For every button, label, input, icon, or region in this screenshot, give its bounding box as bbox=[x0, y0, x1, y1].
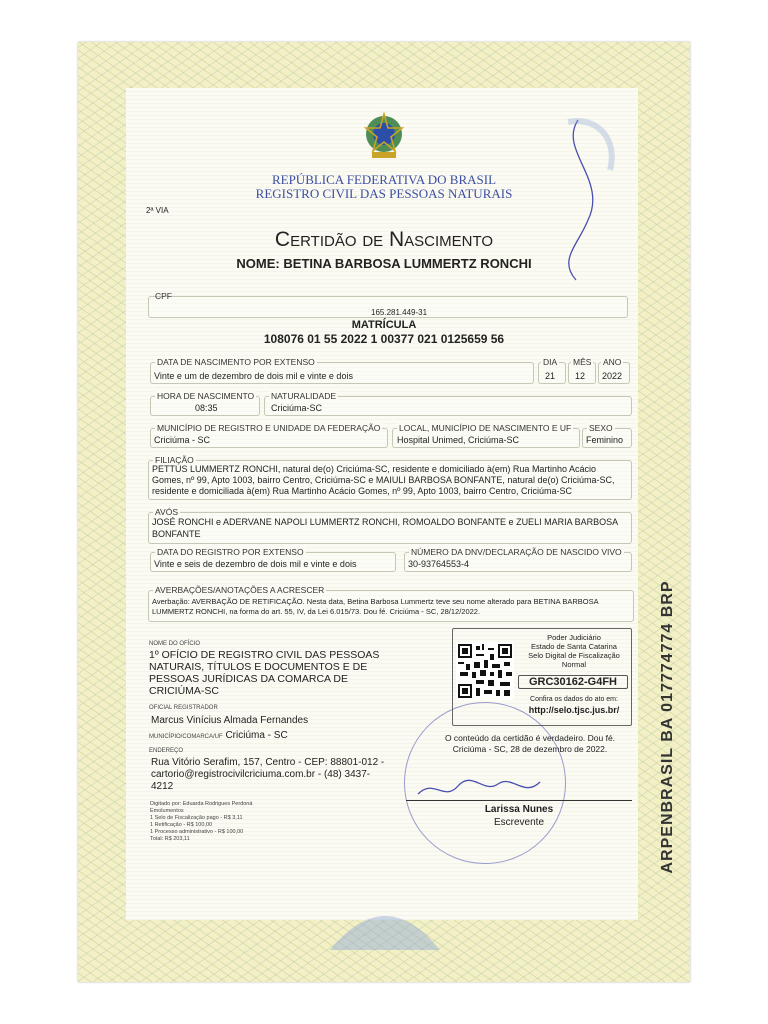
month-value: 12 bbox=[575, 371, 586, 381]
fees-block bbox=[150, 801, 252, 843]
registry-municipality-value: Criciúma - SC bbox=[154, 435, 211, 445]
matricula-value: 108076 01 55 2022 1 00377 021 0125659 56 bbox=[263, 332, 505, 346]
serial-number: ARPENBRASIL BA 017774774 BRP bbox=[659, 580, 676, 874]
year-box bbox=[598, 357, 630, 384]
fees-line-5: 1 Processo administrativo - R$ 100,00 bbox=[150, 829, 244, 835]
office-name bbox=[149, 649, 399, 697]
annotations-label: AVERBAÇÕES/ANOTAÇÕES A ACRESCER bbox=[155, 585, 325, 595]
registry-municipality-label: MUNICÍPIO DE REGISTRO E UNIDADE DA FEDERAÇÃO bbox=[157, 423, 381, 433]
coat-of-arms-icon bbox=[358, 108, 410, 166]
month-box bbox=[568, 357, 596, 384]
address-line-2: cartorio@registrocivilcriciuma.com.br - (48) 3437- bbox=[151, 769, 371, 780]
filiation-box bbox=[148, 455, 632, 500]
registration-date-value: Vinte e seis de dezembro de dois mil e vinte e dois bbox=[154, 559, 357, 569]
filiation-line-2: Gomes, nº 99, Apto 1003, bairro Centro, Criciúma-SC e MAIULI BARBOSA BONFANTE, natural de(o) Criciúma-SC, bbox=[152, 475, 615, 485]
day-label: DIA bbox=[543, 357, 558, 367]
fees-line-6: Total: R$ 203,11 bbox=[150, 836, 190, 842]
registrar-label: OFICIAL REGISTRADOR bbox=[149, 705, 218, 711]
grandparents-line-2: BONFANTE bbox=[152, 529, 201, 539]
registration-date-label: DATA DO REGISTRO POR EXTENSO bbox=[157, 547, 304, 557]
office-name-line-4: CRICIÚMA-SC bbox=[149, 685, 219, 697]
sex-label: SEXO bbox=[589, 423, 613, 433]
seal-line-2: Estado de Santa Catarina bbox=[531, 642, 617, 651]
dnv-box bbox=[404, 547, 632, 572]
handwritten-mark-icon bbox=[548, 110, 628, 290]
year-value: 2022 bbox=[602, 371, 623, 381]
matricula-label: MATRÍCULA bbox=[351, 319, 417, 331]
sex-box bbox=[582, 423, 632, 448]
birth-time-value: 08:35 bbox=[195, 403, 218, 413]
naturalidade-box bbox=[264, 391, 632, 416]
name-label: NOME: bbox=[236, 256, 280, 271]
address-label: ENDEREÇO bbox=[149, 748, 184, 754]
office-address bbox=[151, 757, 401, 793]
filiation-line-3: residente e domiciliada à(em) Rua Martinho Acácio Gomes, nº 99, Apto 1003, bairro Centro, Criciúma-SC bbox=[152, 486, 572, 496]
annotations-line-2: LUMMERTZ RONCHI, na forma do art. 55, IV, da Lei 6.015/73. Dou fé. Criciúma - SC, 28/12/2022. bbox=[152, 607, 481, 616]
sex-value: Feminino bbox=[586, 435, 624, 445]
grandparents-line-1: JOSÉ RONCHI e ADERVANE NAPOLI LUMMERTZ RONCHI, ROMOALDO BONFANTE e ZUELI MARIA BARBOSA bbox=[152, 517, 619, 527]
signature-line bbox=[406, 800, 632, 801]
birth-date-label: DATA DE NASCIMENTO POR EXTENSO bbox=[157, 357, 315, 367]
signer-name: Larissa Nunes bbox=[484, 804, 554, 815]
qr-code-icon[interactable] bbox=[456, 642, 514, 700]
fees-line-3: 1 Selo de Fiscalização pago - R$ 3,11 bbox=[150, 815, 243, 821]
birth-place-box bbox=[392, 423, 580, 448]
annotations-line-1: Averbação: AVERBAÇÃO DE RETIFICAÇÃO. Nesta data, Betina Barbosa Lummertz teve seu nome alterado para BETINA BARBOSA bbox=[152, 597, 599, 606]
cpf-value: 165.281.449-31 bbox=[371, 308, 428, 317]
certification-line-1: O conteúdo da certidão é verdadeiro. Dou fé. bbox=[444, 733, 616, 743]
dnv-value: 30-93764553-4 bbox=[408, 559, 470, 569]
seal-line-3: Selo Digital de Fiscalização bbox=[528, 651, 620, 660]
serial-sidebar bbox=[651, 545, 679, 905]
naturalidade-label: NATURALIDADE bbox=[271, 391, 337, 401]
day-value: 21 bbox=[545, 371, 556, 381]
fees-line-4: 1 Retificação - R$ 100,00 bbox=[150, 822, 213, 828]
cpf-box bbox=[148, 291, 628, 318]
office-municipality-value: Criciúma - SC bbox=[225, 730, 288, 741]
seal-line-4: Normal bbox=[561, 660, 587, 669]
registration-date-box bbox=[150, 547, 396, 572]
via-label: 2ª VIA bbox=[146, 206, 169, 215]
filiation-line-1: PETTUS LUMMERTZ RONCHI, natural de(o) Criciúma-SC, residente e domiciliado à(em) Rua Martinho Acácio bbox=[152, 464, 596, 474]
seal-text bbox=[518, 633, 630, 669]
fees-line-1: Digitado por: Eduarda Rodrigues Perdoná bbox=[150, 801, 253, 807]
signer-role: Escrevente bbox=[493, 817, 545, 828]
birth-place-value: Hospital Unimed, Criciúma-SC bbox=[397, 435, 520, 445]
grandparents-box bbox=[148, 507, 632, 544]
office-name-line-2: NATURAIS, TÍTULOS E DOCUMENTOS E DE bbox=[149, 661, 368, 673]
seal-check-text: Confira os dados do ato em: bbox=[530, 696, 618, 703]
cpf-label: CPF bbox=[155, 291, 172, 301]
birth-place-label: LOCAL, MUNICÍPIO DE NASCIMENTO E UF bbox=[399, 423, 572, 433]
birth-date-value: Vinte e um de dezembro de dois mil e vinte e dois bbox=[154, 371, 353, 381]
registrant-name bbox=[0, 256, 768, 271]
office-name-line-3: PESSOAS JURÍDICAS DA COMARCA DE bbox=[149, 673, 348, 685]
grandparents-label: AVÓS bbox=[155, 507, 178, 517]
registrar-name: Marcus Vinícius Almada Fernandes bbox=[151, 715, 309, 726]
birth-date-box bbox=[150, 357, 534, 384]
address-line-3: 4212 bbox=[151, 781, 174, 792]
seal-code: GRC30162-G4FH bbox=[518, 675, 628, 689]
office-name-line-1: 1º OFÍCIO DE REGISTRO CIVIL DAS PESSOAS bbox=[149, 649, 380, 661]
seal-url-link[interactable]: http://selo.tjsc.jus.br/ bbox=[528, 705, 620, 715]
office-name-label: NOME DO OFÍCIO bbox=[149, 641, 200, 647]
certification-line-2: Criciúma - SC, 28 de dezembro de 2022. bbox=[452, 744, 608, 754]
office-municipality bbox=[149, 730, 288, 741]
dnv-label: NÚMERO DA DNV/DECLARAÇÃO DE NASCIDO VIVO bbox=[411, 547, 622, 557]
registry-municipality-box bbox=[150, 423, 388, 448]
republic-heading: REPÚBLICA FEDERATIVA DO BRASIL bbox=[271, 172, 497, 187]
day-box bbox=[538, 357, 566, 384]
registry-heading: REGISTRO CIVIL DAS PESSOAS NATURAIS bbox=[255, 186, 513, 201]
birth-time-box bbox=[150, 391, 260, 416]
year-label: ANO bbox=[603, 357, 622, 367]
name-value: BETINA BARBOSA LUMMERTZ RONCHI bbox=[283, 256, 532, 271]
document-title: Certidão de Nascimento bbox=[274, 228, 494, 251]
naturalidade-value: Criciúma-SC bbox=[271, 403, 323, 413]
address-line-1: Rua Vitório Serafim, 157, Centro - CEP: 88801-012 - bbox=[151, 757, 385, 768]
fees-line-2: Emolumentos bbox=[150, 808, 184, 814]
guilloche-ornament-icon bbox=[320, 892, 450, 952]
filiation-label: FILIAÇÃO bbox=[155, 455, 194, 465]
month-label: MÊS bbox=[573, 357, 592, 367]
birth-time-label: HORA DE NASCIMENTO bbox=[157, 391, 255, 401]
seal-line-1: Poder Judiciário bbox=[547, 633, 601, 642]
office-municipality-label: MUNICÍPIO/COMARCA/UF bbox=[149, 734, 223, 740]
annotations-box bbox=[148, 585, 634, 622]
